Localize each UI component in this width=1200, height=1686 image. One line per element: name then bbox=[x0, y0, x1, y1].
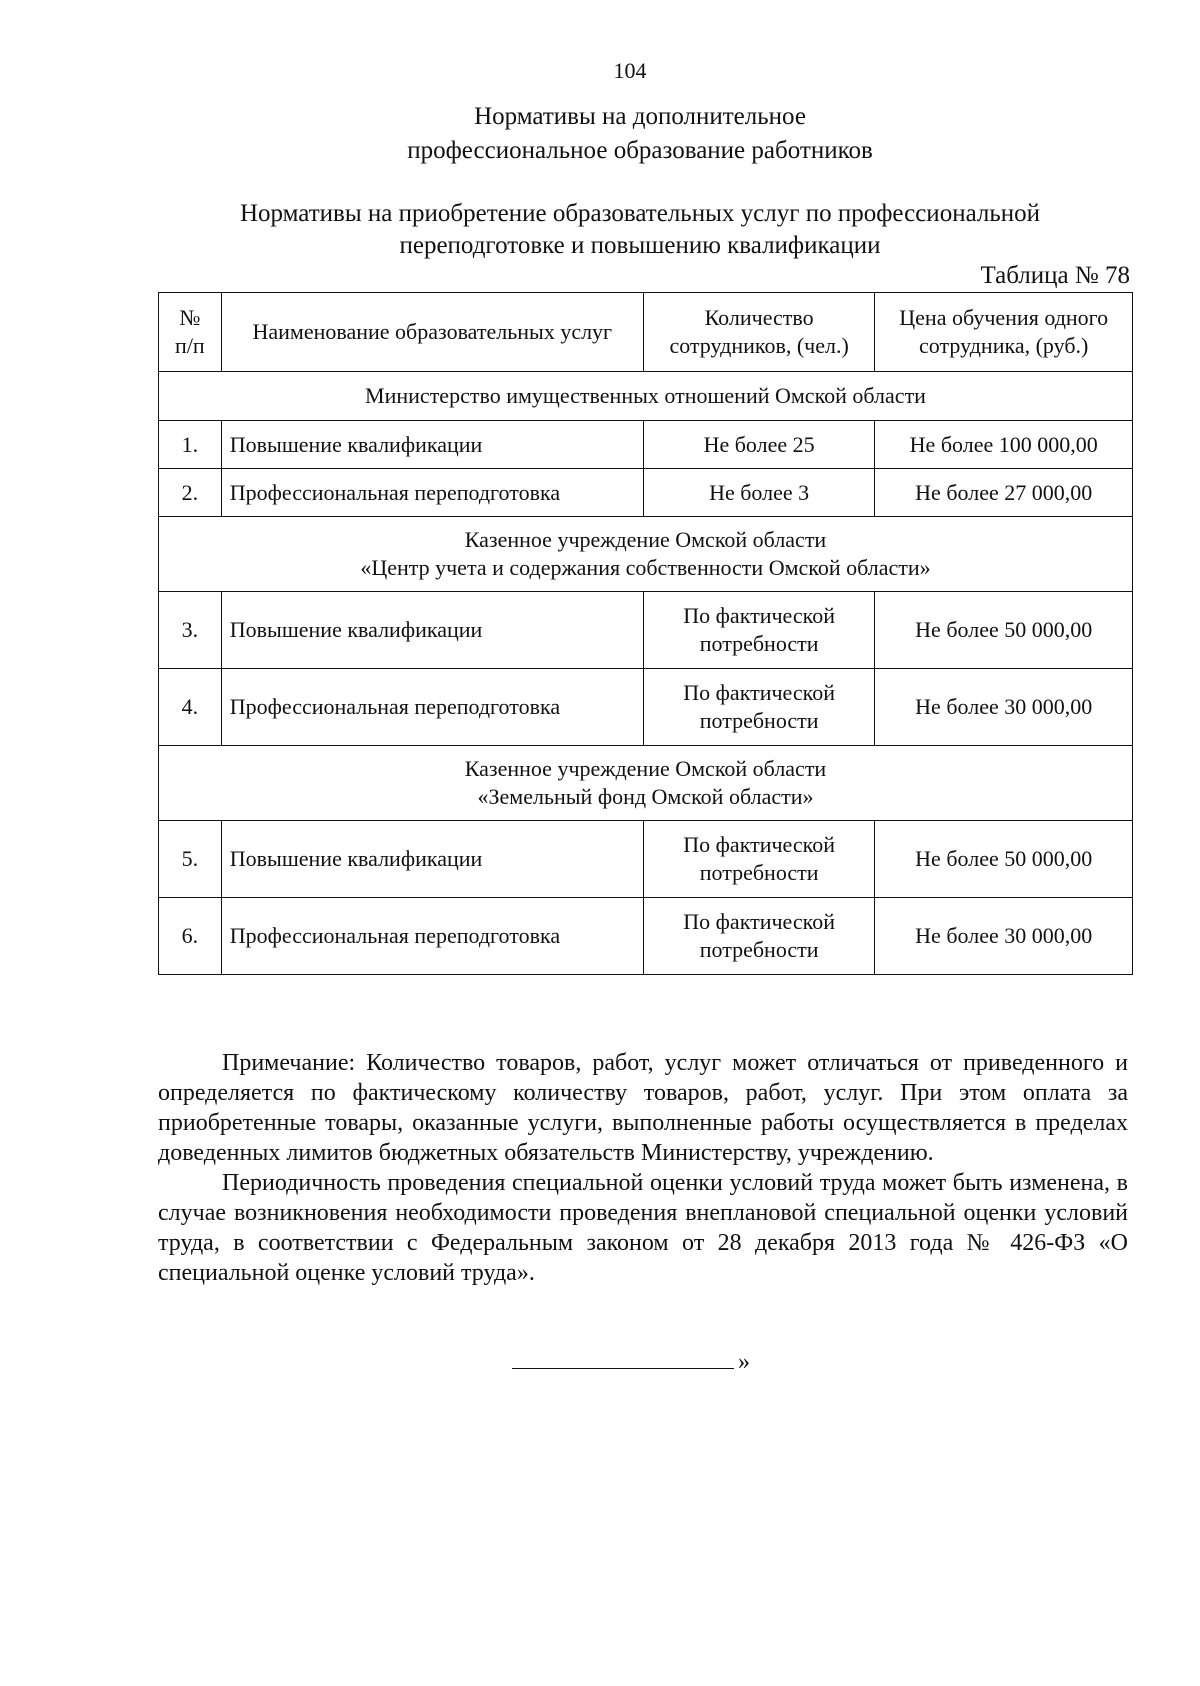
row-service-name: Повышение квалификации bbox=[221, 421, 643, 469]
row-price: Не более 50 000,00 bbox=[875, 592, 1133, 669]
row-price: Не более 30 000,00 bbox=[875, 898, 1133, 975]
row-number: 6. bbox=[159, 898, 222, 975]
title-line: Нормативы на дополнительное bbox=[474, 103, 806, 130]
row-number: 2. bbox=[159, 469, 222, 517]
row-quantity: Не более 25 bbox=[643, 421, 875, 469]
norms-table bbox=[158, 292, 1133, 975]
title-line: профессиональное образование работников bbox=[407, 137, 873, 164]
row-quantity-line: По фактической bbox=[683, 909, 835, 934]
row-service-name: Профессиональная переподготовка bbox=[221, 469, 643, 517]
group-title-line: Казенное учреждение Омской области bbox=[464, 756, 827, 781]
row-quantity-line: По фактической bbox=[683, 680, 835, 705]
row-service-name: Профессиональная переподготовка bbox=[221, 898, 643, 975]
group-title-line: Казенное учреждение Омской области bbox=[464, 527, 827, 552]
row-quantity-line: потребности bbox=[699, 631, 819, 656]
header-quantity bbox=[643, 293, 875, 372]
table-row bbox=[159, 821, 1133, 898]
group-row bbox=[159, 746, 1133, 821]
document-subtitle bbox=[150, 198, 1130, 262]
row-service-name: Повышение квалификации bbox=[221, 821, 643, 898]
group-title bbox=[159, 746, 1133, 821]
row-quantity bbox=[643, 898, 875, 975]
page-number: 104 bbox=[613, 58, 647, 83]
row-price: Не более 50 000,00 bbox=[875, 821, 1133, 898]
table-row bbox=[159, 469, 1133, 517]
group-title-line: «Земельный фонд Омской области» bbox=[477, 784, 814, 809]
row-number: 5. bbox=[159, 821, 222, 898]
header-number-line: п/п bbox=[175, 333, 205, 358]
subtitle-line: переподготовке и повышению квалификации bbox=[399, 232, 881, 259]
row-price: Не более 100 000,00 bbox=[875, 421, 1133, 469]
row-quantity-line: По фактической bbox=[683, 603, 835, 628]
row-number: 1. bbox=[159, 421, 222, 469]
closing-quote: » bbox=[738, 1349, 750, 1375]
header-quantity-line: Количество bbox=[704, 305, 814, 330]
row-quantity-line: потребности bbox=[699, 937, 819, 962]
table-header-row bbox=[159, 293, 1133, 372]
row-quantity-line: По фактической bbox=[683, 832, 835, 857]
header-price-line: Цена обучения одного bbox=[899, 305, 1109, 330]
group-title bbox=[159, 372, 1133, 421]
header-quantity-line: сотрудников, (чел.) bbox=[669, 333, 849, 358]
note-paragraph: Периодичность проведения специальной оценки условий труда может быть изменена, в случае возникновения необходимости проведения внеплановой специальной оценки условий труда, в соответствии с Федеральным законом от 28 декабря 2013 года № 426-ФЗ «О специальной оценке условий труда». bbox=[158, 1170, 1128, 1286]
row-quantity-line: потребности bbox=[699, 860, 819, 885]
header-number bbox=[159, 293, 222, 372]
row-quantity-line: потребности bbox=[699, 708, 819, 733]
group-row bbox=[159, 372, 1133, 421]
row-quantity bbox=[643, 592, 875, 669]
table-row bbox=[159, 669, 1133, 746]
group-title-line: «Центр учета и содержания собственности Омской области» bbox=[360, 555, 931, 580]
row-service-name: Повышение квалификации bbox=[221, 592, 643, 669]
row-price: Не более 30 000,00 bbox=[875, 669, 1133, 746]
header-price-line: сотрудника, (руб.) bbox=[919, 333, 1089, 358]
table-caption: Таблица № 78 bbox=[980, 262, 1130, 289]
group-title bbox=[159, 517, 1133, 592]
document-title bbox=[300, 100, 980, 168]
table-row bbox=[159, 592, 1133, 669]
row-quantity: Не более 3 bbox=[643, 469, 875, 517]
row-quantity bbox=[643, 821, 875, 898]
row-number: 4. bbox=[159, 669, 222, 746]
table-row bbox=[159, 898, 1133, 975]
notes-section bbox=[158, 1048, 1128, 1288]
subtitle-line: Нормативы на приобретение образовательных услуг по профессиональной bbox=[239, 200, 1041, 227]
row-price: Не более 27 000,00 bbox=[875, 469, 1133, 517]
row-number: 3. bbox=[159, 592, 222, 669]
row-quantity bbox=[643, 669, 875, 746]
header-number-line: № bbox=[179, 305, 201, 330]
closing-mark bbox=[512, 1346, 750, 1377]
row-service-name: Профессиональная переподготовка bbox=[221, 669, 643, 746]
header-service-name: Наименование образовательных услуг bbox=[221, 293, 643, 372]
note-paragraph: Примечание: Количество товаров, работ, услуг может отличаться от приведенного и определяется по фактическому количеству товаров, работ, услуг. При этом оплата за приобретенные товары, оказанные услуги, выполненные работы осуществляется в пределах доведенных лимитов бюджетных обязательств Министерству, учреждению. bbox=[158, 1050, 1128, 1166]
group-row bbox=[159, 517, 1133, 592]
table-row bbox=[159, 421, 1133, 469]
header-price bbox=[875, 293, 1133, 372]
closing-underline bbox=[512, 1346, 734, 1369]
group-title-line: Министерство имущественных отношений Омской области bbox=[365, 383, 926, 408]
